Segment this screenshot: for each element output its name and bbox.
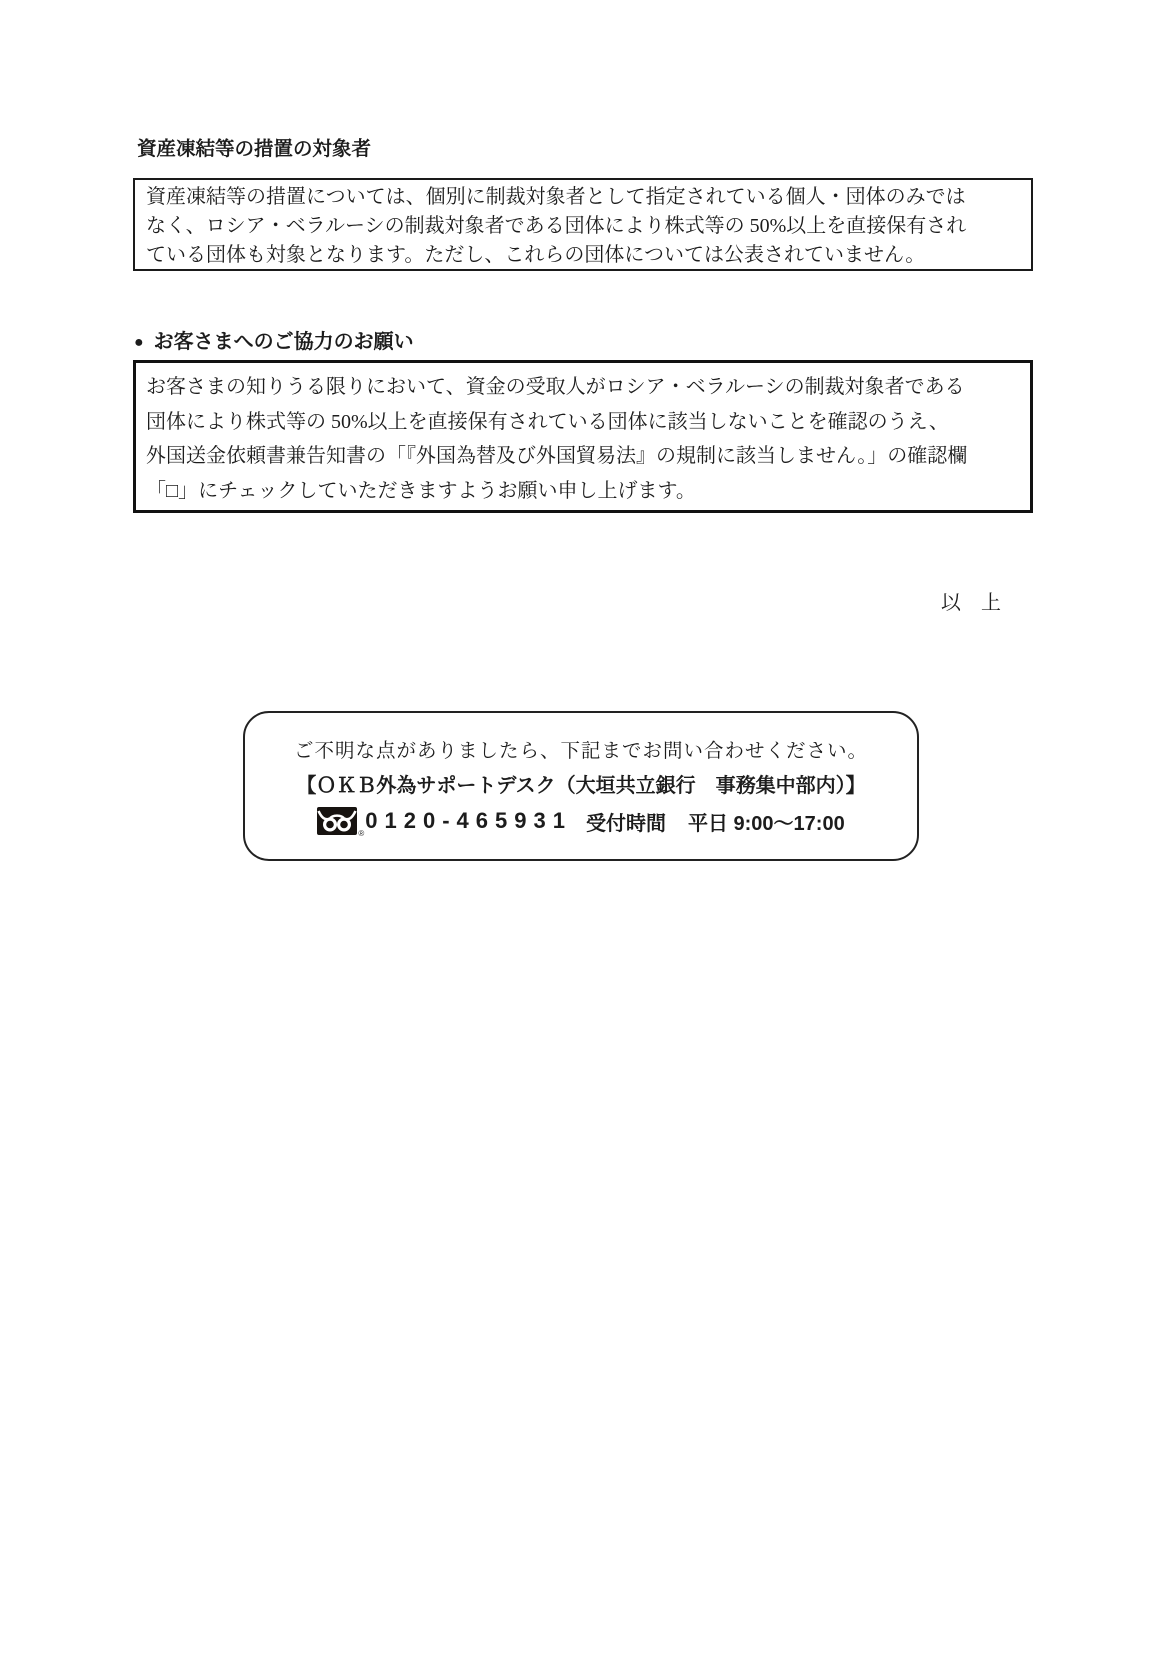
asset-freeze-info-box bbox=[133, 178, 1033, 271]
customer-cooperation-request-box bbox=[133, 360, 1033, 513]
paragraph-line: 「□」にチェックしていただきますようお願い申し上げます。 bbox=[146, 479, 696, 502]
closing-text: 以 上 bbox=[941, 592, 1001, 614]
contact-phone-line bbox=[317, 807, 844, 836]
contact-desk-name: 【ＯＫＢ外為サポートデスク（大垣共立銀行 事務集中部内）】 bbox=[296, 774, 866, 797]
section1-heading: 資産凍結等の措置の対象者 bbox=[137, 138, 372, 160]
paragraph-line: 資産凍結等の措置については、個別に制裁対象者として指定されている個人・団体のみでは bbox=[146, 186, 966, 208]
paragraph-line: ている団体も対象となります。ただし、これらの団体については公表されていません。 bbox=[146, 244, 926, 266]
reception-hours-value: 平日 9:00～17:00 bbox=[687, 812, 845, 835]
paragraph-line: お客さまの知りうる限りにおいて、資金の受取人がロシア・ベラルーシの制裁対象者である bbox=[146, 376, 965, 398]
tollfree-phone-number: 0120-465931 bbox=[365, 808, 572, 833]
registered-trademark-mark: ® bbox=[358, 829, 365, 838]
section2-heading-text: お客さまへのご協力のお願い bbox=[153, 331, 414, 353]
reception-hours-label: 受付時間 bbox=[585, 812, 666, 835]
paragraph-line: なく、ロシア・ベラルーシの制裁対象者である団体により株式等の 50%以上を直接保有され bbox=[146, 215, 967, 237]
freedial-icon bbox=[317, 807, 365, 838]
contact-inquiry-note: ご不明な点がありましたら、下記までお問い合わせください。 bbox=[293, 740, 868, 762]
paragraph-line: 団体により株式等の 50%以上を直接保有されている団体に該当しないことを確認のうえ、 bbox=[146, 410, 949, 433]
bullet-icon: ● bbox=[134, 334, 144, 351]
contact-box bbox=[243, 711, 919, 861]
paragraph-line: 外国送金依頼書兼告知書の「『外国為替及び外国貿易法』の規制に該当しません。」の確認欄 bbox=[146, 445, 968, 467]
section2-heading bbox=[134, 329, 414, 356]
